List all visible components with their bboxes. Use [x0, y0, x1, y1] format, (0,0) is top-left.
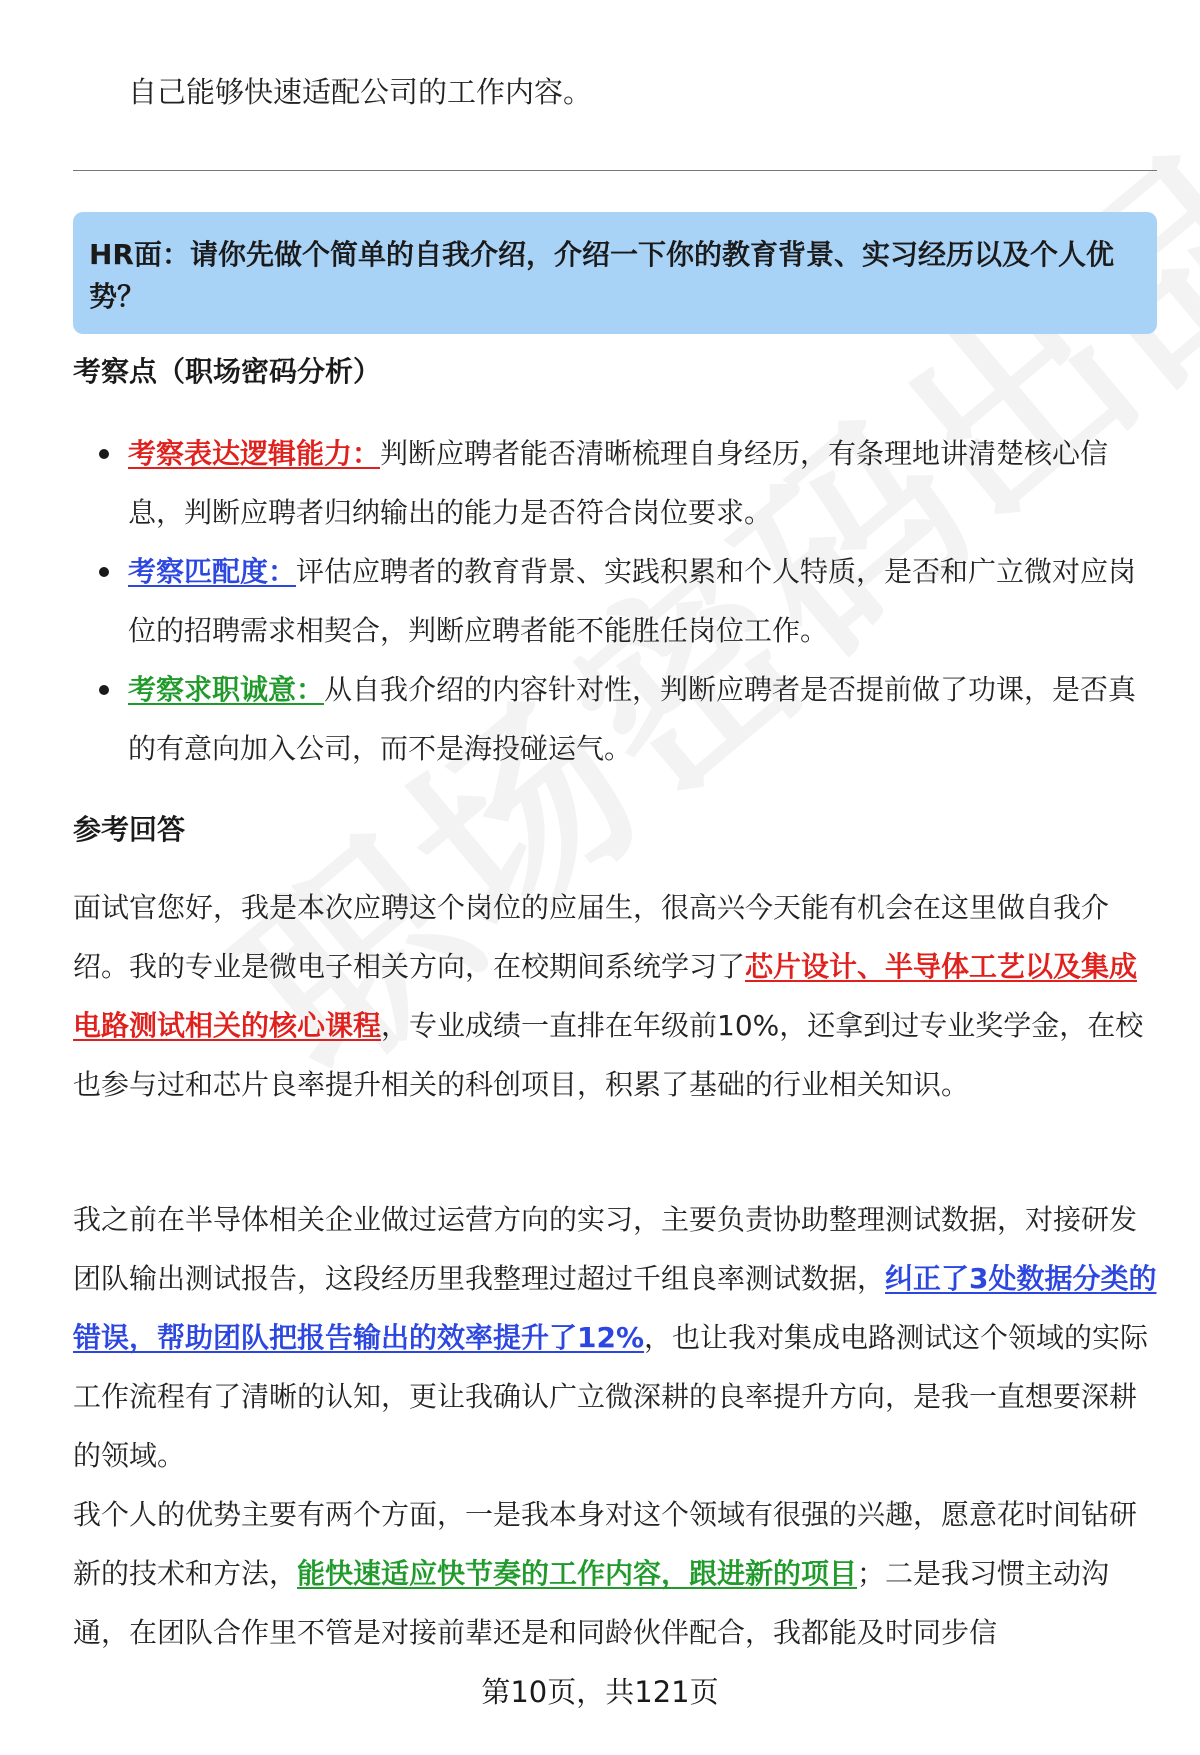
highlight-text: 芯片设计、半导体工艺以及集成电路测试相关的核心课程 — [73, 950, 1138, 1042]
answer-paragraph-1 — [73, 878, 1163, 1114]
analysis-list — [73, 424, 1163, 778]
paragraph-text: ，也让我对集成电路测试这个领域的实际工作流程有了清晰的认知，更让我确认广立微深耕的良率提升方向，是我一直想要深耕的领域。 — [73, 1321, 1149, 1472]
point-text: 评估应聘者的教育背景、实践积累和个人特质，是否和广立微对应岗位的招聘需求相契合，判断应聘者能不能胜任岗位工作。 — [128, 555, 1137, 647]
point-label: 考察表达逻辑能力： — [128, 437, 381, 470]
section-title-analysis: 考察点（职场密码分析） — [73, 355, 382, 388]
point-label: 考察求职诚意： — [128, 673, 325, 706]
answer-paragraph-3 — [73, 1485, 1163, 1662]
list-item — [73, 660, 1163, 778]
bullet-icon — [99, 567, 109, 577]
paragraph-text: 面试官您好，我是本次应聘这个岗位的应届生，很高兴今天能有机会在这里做自我介绍。我的专业是微电子相关方向，在校期间系统学习了 — [73, 891, 1110, 983]
question-box — [73, 212, 1157, 334]
highlight-text: 纠正了3处数据分类的错误，帮助团队把报告输出的效率提升了12% — [73, 1262, 1157, 1354]
bullet-icon — [99, 449, 109, 459]
paragraph-text: 我之前在半导体相关企业做过运营方向的实习，主要负责协助整理测试数据，对接研发团队输出测试报告，这段经历里我整理过超过千组良率测试数据， — [73, 1203, 1138, 1295]
highlight-text: 能快速适应快节奏的工作内容，跟进新的项目 — [297, 1557, 858, 1590]
paragraph-text: ；二是我习惯主动沟通，在团队合作里不管是对接前辈还是和同龄伙伴配合，我都能及时同步信 — [73, 1557, 1110, 1649]
list-item — [73, 542, 1163, 660]
paragraph-text: 我个人的优势主要有两个方面，一是我本身对这个领域有很强的兴趣，愿意花时间钻研新的技术和方法， — [73, 1498, 1138, 1590]
page-number: 第10页，共121页 — [481, 1675, 719, 1709]
point-text: 判断应聘者能否清晰梳理自身经历，有条理地讲清楚核心信息，判断应聘者归纳输出的能力是否符合岗位要求。 — [128, 437, 1109, 529]
point-text: 从自我介绍的内容针对性，判断应聘者是否提前做了功课，是否真的有意向加入公司，而不是海投碰运气。 — [128, 673, 1137, 765]
paragraph-text: ，专业成绩一直排在年级前10%，还拿到过专业奖学金，在校也参与过和芯片良率提升相关的科创项目，积累了基础的行业相关知识。 — [73, 1009, 1144, 1101]
bullet-icon — [99, 685, 109, 695]
continued-text: 自己能够快速适配公司的工作内容。 — [128, 75, 593, 109]
answer-paragraph-2 — [73, 1190, 1163, 1485]
point-label: 考察匹配度： — [128, 555, 297, 588]
list-item — [73, 424, 1163, 542]
section-title-answer: 参考回答 — [73, 813, 186, 846]
question-text: HR面：请你先做个简单的自我介绍，介绍一下你的教育背景、实习经历以及个人优势？ — [89, 238, 1114, 313]
divider — [73, 170, 1157, 171]
